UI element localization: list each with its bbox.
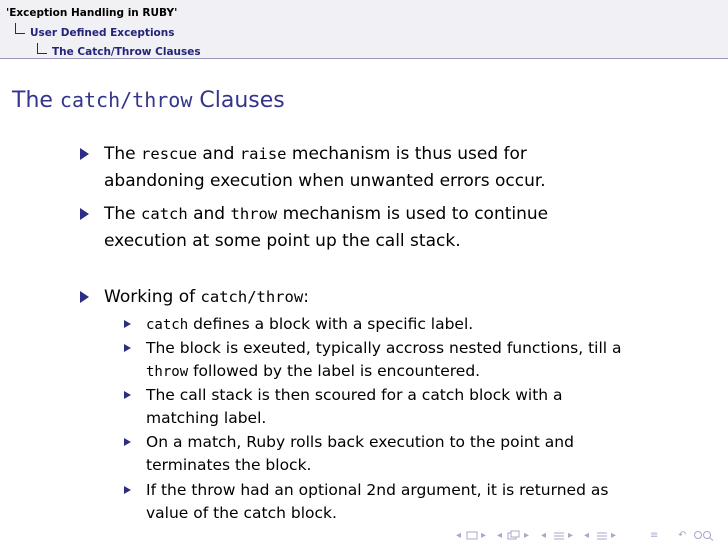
- sub-bullet-text: If the throw had an optional 2nd argument, it is returned as: [146, 481, 609, 499]
- header-divider: [0, 58, 728, 59]
- text: and: [187, 204, 231, 224]
- sub-bullet-triangle-icon: [124, 391, 131, 399]
- text: The: [104, 204, 142, 224]
- text: defines a block with a specific label.: [188, 315, 474, 333]
- nav-next-section-icon[interactable]: ▸: [568, 530, 574, 541]
- sub-bullet-triangle-icon: [124, 320, 131, 328]
- sub-bullet-text: The block is exeuted, typically accross nested functions, till a: [146, 339, 622, 357]
- text: mechanism is thus used for: [286, 144, 527, 164]
- sub-bullet-text-continuation: value of the catch block.: [146, 504, 337, 522]
- title-text: Clauses: [192, 88, 285, 113]
- bullet-text: [104, 204, 548, 224]
- frame-icon[interactable]: [466, 530, 478, 542]
- breadcrumb-level1[interactable]: 'Exception Handling in RUBY': [6, 7, 178, 19]
- sub-bullet-text-continuation: matching label.: [146, 409, 267, 427]
- sub-bullet-text-continuation: [146, 362, 480, 380]
- breadcrumb-tree-line: [15, 23, 16, 33]
- title-code: catch/throw: [59, 88, 193, 112]
- breadcrumb-level2[interactable]: User Defined Exceptions: [30, 27, 175, 39]
- nav-next-subsection-icon[interactable]: ▸: [524, 530, 530, 541]
- text: followed by the label is encountered.: [188, 362, 481, 380]
- slide-title: [12, 88, 285, 113]
- code: throw: [146, 364, 189, 380]
- appendix-icon[interactable]: ≡: [650, 530, 659, 541]
- bullet-triangle-icon: [80, 148, 89, 160]
- nav-next-subsection-alt-icon[interactable]: ▸: [611, 530, 617, 541]
- title-text: The: [12, 88, 60, 113]
- code: raise: [239, 145, 287, 163]
- breadcrumb-level3[interactable]: The Catch/Throw Clauses: [52, 46, 201, 58]
- nav-prev-subsection-icon[interactable]: ◂: [497, 530, 503, 541]
- breadcrumb-tree-line: [37, 53, 47, 54]
- nav-prev-frame-icon[interactable]: ◂: [456, 530, 462, 541]
- nav-prev-section-icon[interactable]: ◂: [541, 530, 547, 541]
- sub-bullet-text: The call stack is then scoured for a catch block with a: [146, 386, 563, 404]
- sub-bullet-triangle-icon: [124, 486, 131, 494]
- bullet-triangle-icon: [80, 208, 89, 220]
- bullet-text: [104, 287, 309, 307]
- sub-bullet-text: On a match, Ruby rolls back execution to the point and: [146, 433, 574, 451]
- text: Working of: [104, 287, 201, 307]
- section-icon[interactable]: [553, 530, 565, 542]
- nav-next-frame-icon[interactable]: ▸: [481, 530, 487, 541]
- nav-prev-subsection-alt-icon[interactable]: ◂: [584, 530, 590, 541]
- sub-bullet-triangle-icon: [124, 438, 131, 446]
- bullet-text-continuation: execution at some point up the call stack.: [104, 231, 461, 251]
- subsection-icon[interactable]: [507, 530, 521, 542]
- text: and: [197, 144, 240, 164]
- sub-bullet-text: [146, 315, 473, 333]
- search-icon[interactable]: [693, 530, 715, 542]
- breadcrumb-tree-line: [15, 33, 25, 34]
- undo-icon[interactable]: ↶: [678, 530, 687, 541]
- code: catch: [146, 317, 189, 333]
- code: throw: [230, 205, 278, 223]
- code: catch: [141, 205, 188, 223]
- code: rescue: [141, 145, 198, 163]
- bullet-text-continuation: abandoning execution when unwanted errors occur.: [104, 171, 546, 191]
- breadcrumb-tree-line: [37, 43, 38, 53]
- code: catch/throw: [200, 288, 304, 306]
- sub-bullet-text-continuation: terminates the block.: [146, 456, 312, 474]
- subsection-list-icon[interactable]: [596, 530, 608, 542]
- bullet-triangle-icon: [80, 291, 89, 303]
- text: :: [303, 287, 309, 307]
- sub-bullet-triangle-icon: [124, 344, 131, 352]
- bullet-text: [104, 144, 527, 164]
- text: mechanism is used to continue: [277, 204, 549, 224]
- text: The: [104, 144, 142, 164]
